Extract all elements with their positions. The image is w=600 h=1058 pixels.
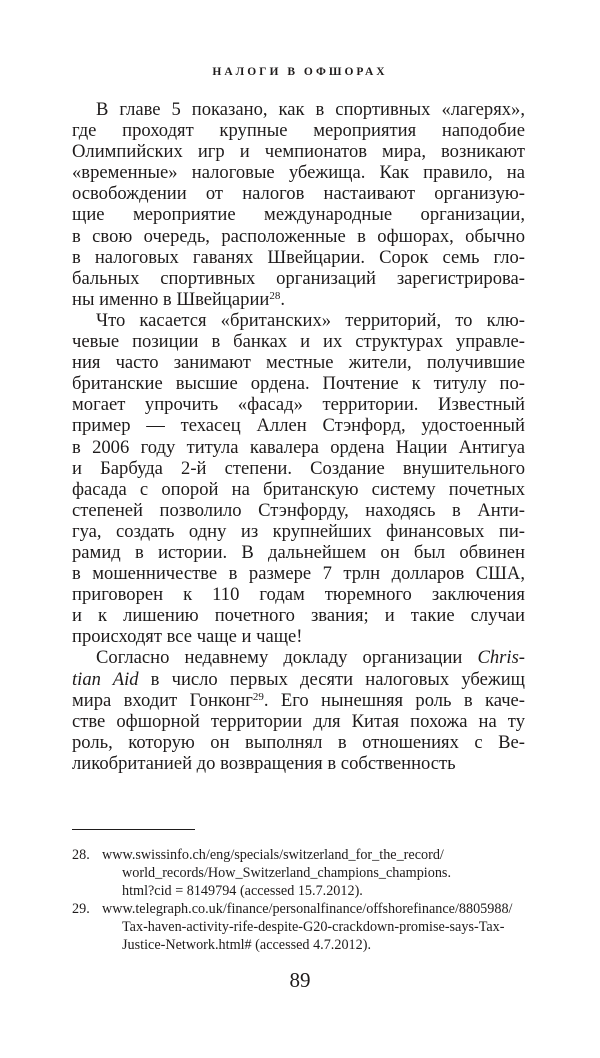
- footnote-ref: 29: [252, 690, 264, 703]
- text-run: Chris-: [477, 647, 525, 669]
- text-line: [72, 247, 525, 268]
- text-run: степеней позволило Стэнфорду, находясь в Анти-: [72, 499, 525, 521]
- text-line: [72, 458, 525, 479]
- footnote-line: html?cid = 8149794 (accessed 15.7.2012).: [122, 883, 363, 899]
- paragraph: [72, 99, 525, 310]
- text-run: мира входит Гонконг: [72, 689, 253, 711]
- footnote-line: Justice-Network.html# (accessed 4.7.2012).: [122, 937, 372, 953]
- text-run: Олимпийских игр и чемпионатов мира, возникают: [72, 141, 525, 163]
- footnote-line: www.swissinfo.ch/eng/specials/switzerland_for_the_record/: [102, 847, 444, 863]
- text-run: В главе 5 показано, как в спортивных «лагерях»,: [96, 99, 525, 120]
- footnote-line: Tax-haven-activity-rife-despite-G20-crackdown-promise-says-Tax-: [122, 919, 505, 935]
- text-line: [72, 120, 525, 141]
- text-line: [72, 289, 525, 310]
- text-line: [72, 99, 525, 120]
- text-line: [72, 753, 525, 774]
- text-line: [72, 226, 525, 247]
- text-line: [72, 352, 525, 373]
- text-line: [72, 584, 525, 605]
- body-text: [72, 99, 525, 774]
- text-line: [72, 647, 525, 668]
- text-run: и к лишению почетного звания; и такие случаи: [72, 605, 525, 627]
- text-line: [72, 310, 525, 331]
- text-run: ны именно в Швейцарии: [72, 288, 270, 310]
- text-run: бальных спортивных организаций зарегистрирова-: [72, 267, 525, 289]
- text-line: [72, 394, 525, 415]
- text-line: [72, 268, 525, 289]
- text-line: [72, 500, 525, 521]
- text-line: [72, 331, 525, 352]
- text-run: ликобританией до возвращения в собственность: [72, 752, 456, 774]
- text-line: [72, 415, 525, 436]
- text-run: tian Aid: [72, 668, 139, 690]
- paragraph: [72, 310, 525, 648]
- text-run: освобождении от налогов настаивают организую-: [72, 183, 525, 205]
- text-run: фасада с опорой на британскую систему почетных: [72, 478, 525, 500]
- text-line: [72, 732, 525, 753]
- text-run: .: [280, 288, 286, 310]
- text-line: [72, 183, 525, 204]
- text-line: [72, 563, 525, 584]
- footnote-number: 29.: [72, 901, 90, 917]
- footnote-ref: 28: [269, 289, 281, 302]
- text-line: [72, 669, 525, 690]
- text-run: приговорен к 110 годам тюремного заключения: [72, 584, 525, 606]
- text-run: роль, которую он выполнял в отношениях с Ве-: [72, 731, 525, 753]
- running-header: НАЛОГИ В ОФШОРАХ: [212, 66, 388, 78]
- footnote-divider: [72, 829, 195, 830]
- footnote: [72, 846, 525, 900]
- text-run: и Барбуда 2-й степени. Создание внушительного: [72, 457, 525, 479]
- text-run: Что касается «британских» территорий, то клю-: [96, 309, 525, 331]
- text-run: «временные» налоговые убежища. Как правило, на: [72, 162, 525, 184]
- text-line: [72, 437, 525, 458]
- text-line: [72, 542, 525, 563]
- text-run: в число первых десяти налоговых убежищ: [138, 668, 525, 690]
- footnotes: [72, 846, 525, 954]
- text-run: происходят все чаще и чаще!: [72, 626, 303, 648]
- text-line: [72, 711, 525, 732]
- text-run: в 2006 году титула кавалера ордена Нации Антигуа: [72, 436, 525, 458]
- text-line: [72, 626, 525, 647]
- text-run: рамид в истории. В дальнейшем он был обвинен: [72, 541, 525, 563]
- text-run: стве офшорной территории для Китая похожа на ту: [72, 710, 525, 732]
- text-run: . Его нынешняя роль в каче-: [263, 689, 525, 711]
- paragraph: [72, 647, 525, 774]
- text-line: [72, 479, 525, 500]
- text-line: [72, 605, 525, 626]
- text-run: в свою очередь, расположенные в офшорах, обычно: [72, 225, 525, 247]
- footnote-line: world_records/How_Switzerland_champions_champions.: [122, 865, 452, 881]
- text-run: могает упрочить «фасад» территории. Известный: [72, 394, 525, 416]
- page-number: 89: [289, 968, 311, 992]
- text-run: где проходят крупные мероприятия наподобие: [72, 120, 525, 142]
- text-line: [72, 141, 525, 162]
- text-line: [72, 521, 525, 542]
- text-run: Согласно недавнему докладу организации: [96, 647, 478, 669]
- text-run: в мошенничестве в размере 7 трлн долларов США,: [72, 563, 525, 585]
- text-run: щие мероприятие международные организации,: [72, 204, 525, 226]
- text-line: [72, 162, 525, 183]
- text-line: [72, 690, 525, 711]
- text-run: пример — техасец Аллен Стэнфорд, удостоенный: [72, 415, 525, 437]
- text-run: в налоговых гаванях Швейцарии. Сорок семь гло-: [72, 246, 525, 268]
- text-run: ния часто занимают местные жители, получившие: [72, 352, 525, 374]
- footnote-line: www.telegraph.co.uk/finance/personalfinance/offshorefinance/8805988/: [102, 901, 513, 917]
- text-run: чевые позиции в банках и их структурах управле-: [72, 331, 525, 353]
- text-run: британские высшие ордена. Почтение к титулу по-: [72, 373, 525, 395]
- text-run: гуа, создать одну из крупнейших финансовых пи-: [72, 520, 525, 542]
- footnote-number: 28.: [72, 847, 90, 863]
- text-line: [72, 373, 525, 394]
- footnote: [72, 900, 525, 954]
- text-line: [72, 204, 525, 225]
